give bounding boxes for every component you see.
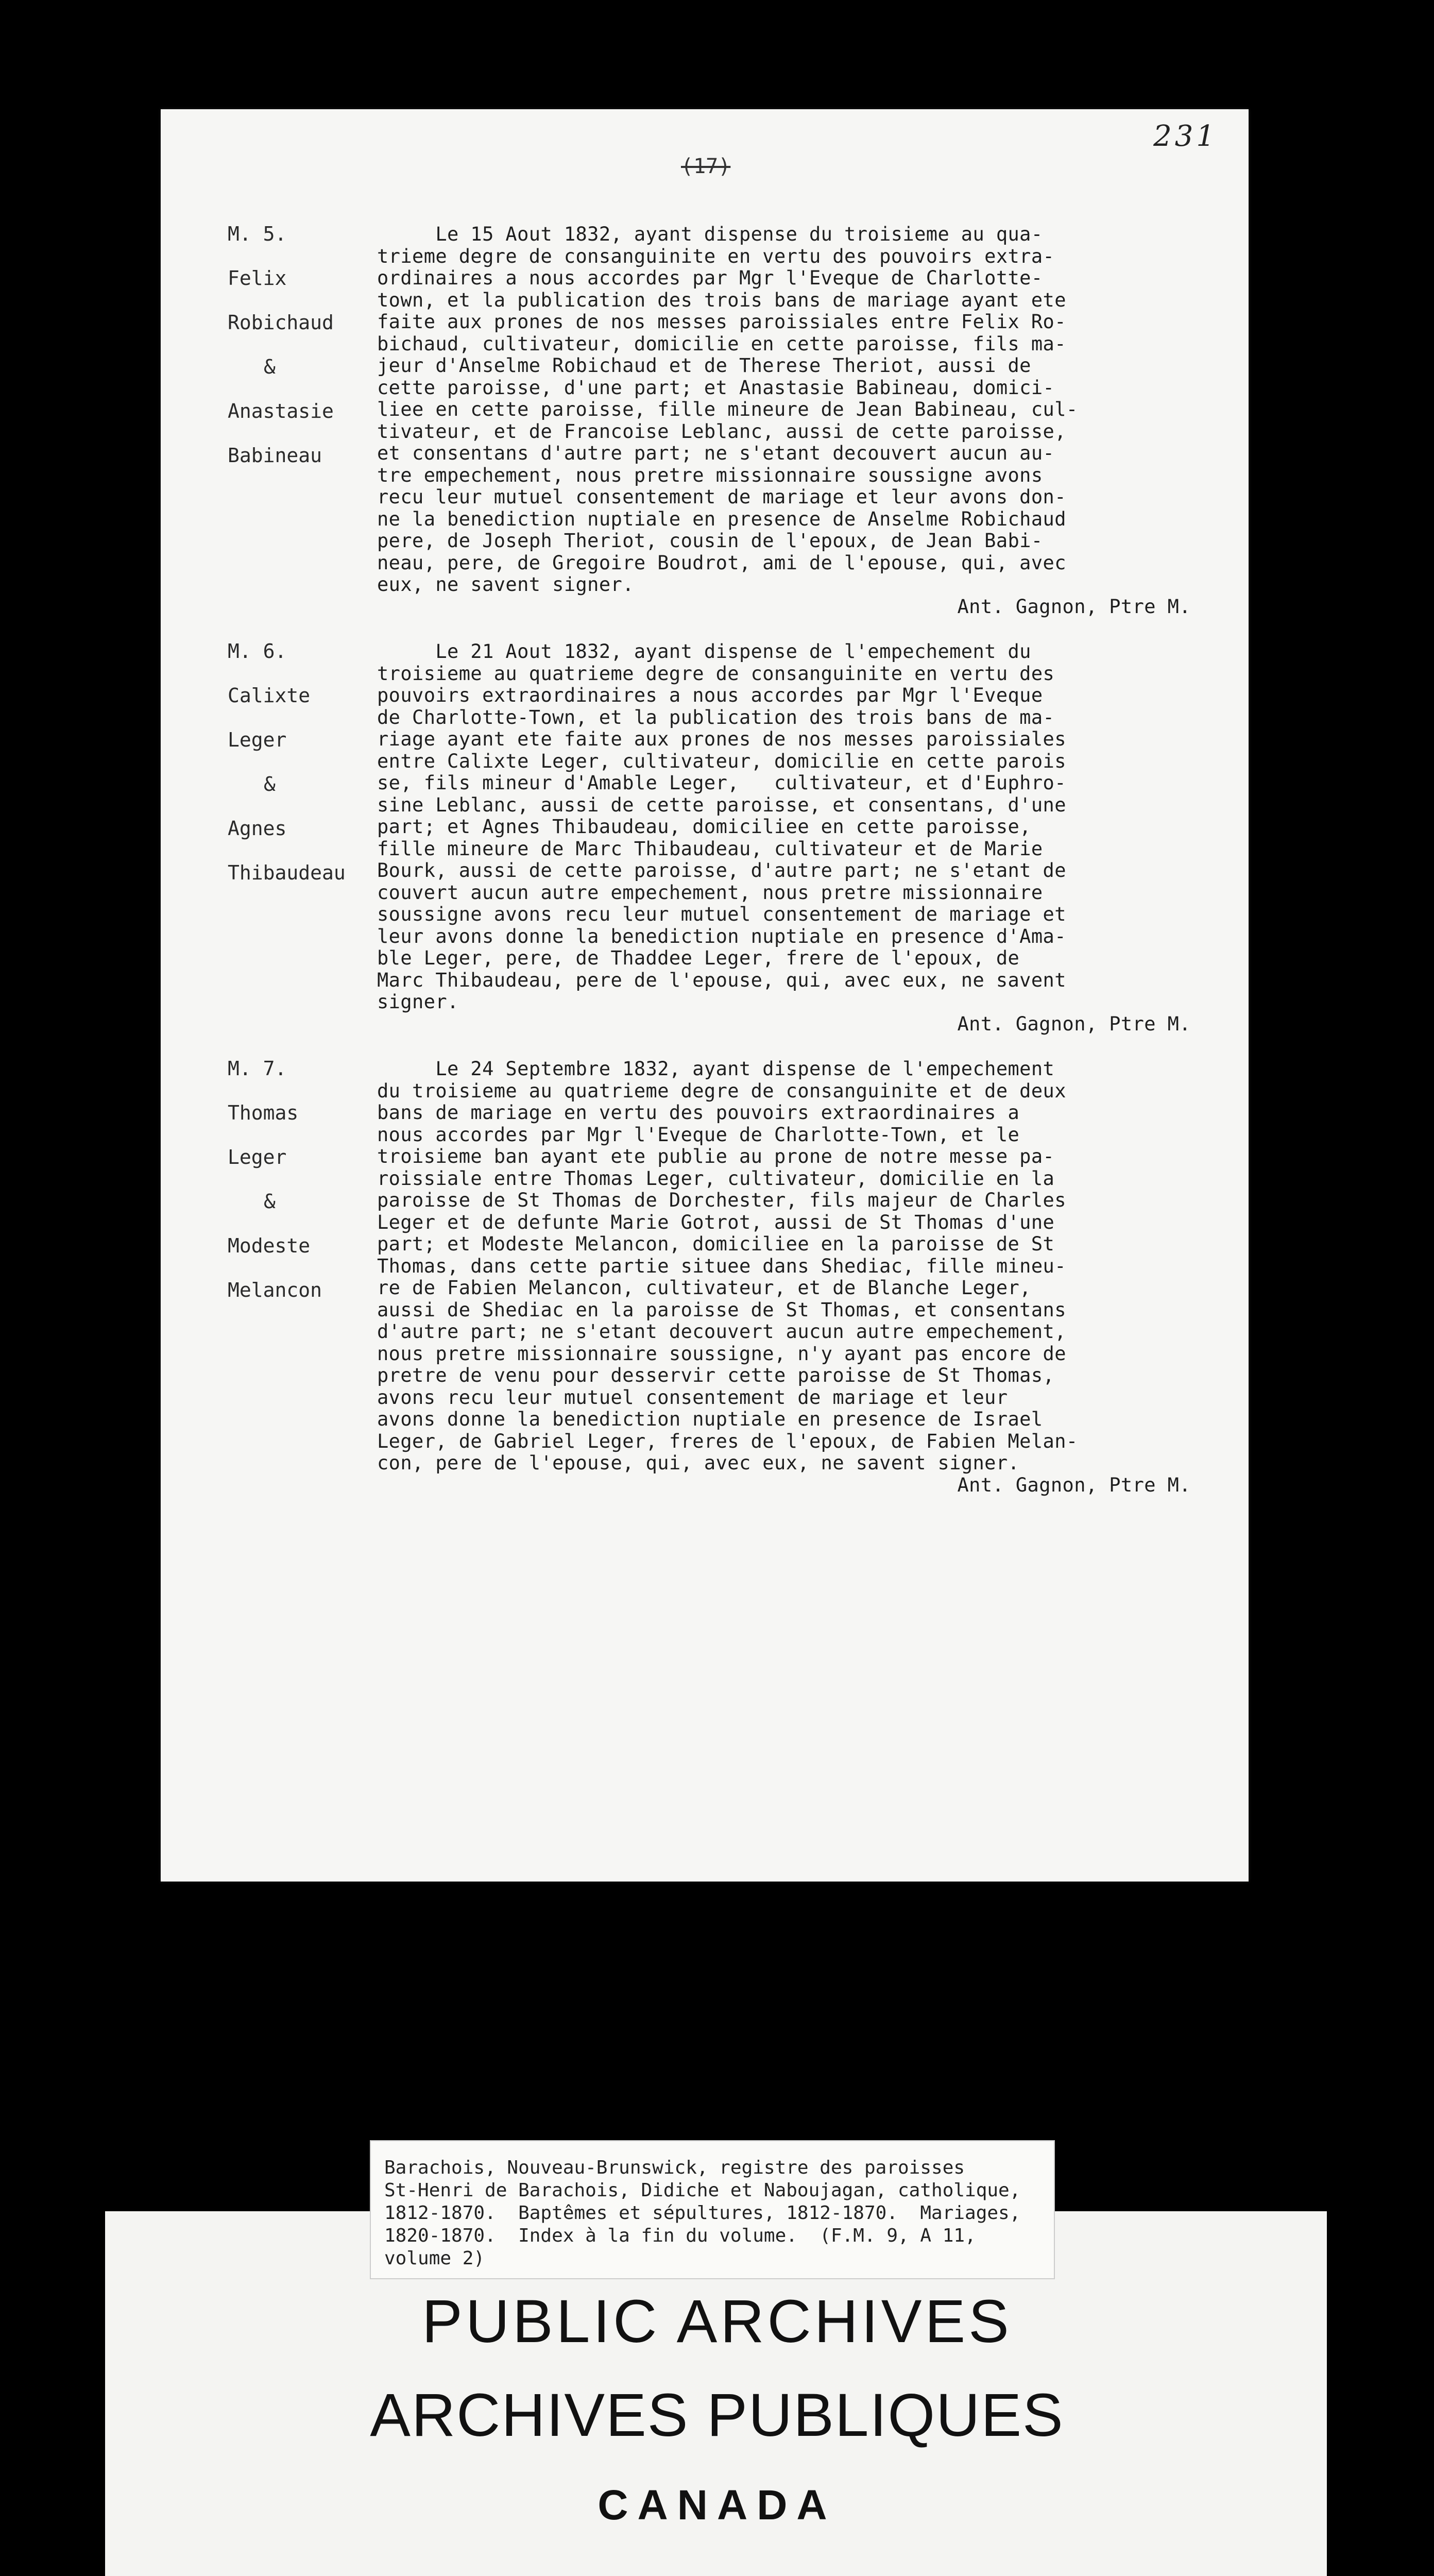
text-line: sine Leblanc, aussi de cette paroisse, et consentans, d'une [377, 793, 1066, 816]
priest-signature: Ant. Gagnon, Ptre M. [957, 595, 1191, 618]
text-line: Leger et de defunte Marie Gotrot, aussi de St Thomas d'une [377, 1211, 1055, 1233]
entry-number: M. 7. [228, 1057, 287, 1080]
text-line: d'autre part; ne s'etant decouvert aucun autre empechement, [377, 1320, 1066, 1343]
groom-first-name: Thomas [228, 1101, 299, 1124]
text-line: town, et la publication des trois bans de mariage ayant ete [377, 289, 1066, 311]
text-line: tivateur, et de Francoise Leblanc, aussi de cette paroisse, [377, 420, 1066, 443]
text-line: pouvoirs extraordinaires a nous accordes par Mgr l'Eveque [377, 684, 1043, 706]
text-line: de Charlotte-Town, et la publication des trois bans de ma- [377, 706, 1055, 728]
groom-surname: Robichaud [228, 311, 334, 334]
text-line: soussigne avons recu leur mutuel consentement de mariage et [377, 903, 1066, 925]
entry-margin [228, 1058, 382, 1324]
text-line: faite aux prones de nos messes paroissiales entre Felix Ro- [377, 311, 1066, 333]
text-line: riage ayant ete faite aux prones de nos messes paroissiales [377, 728, 1066, 750]
text-line: avons recu leur mutuel consentement de mariage et leur [377, 1386, 1008, 1409]
text-line: Le 21 Aout 1832, ayant dispense de l'empechement du [377, 640, 1031, 663]
bride-first-name: Agnes [228, 817, 287, 840]
text-line: entre Calixte Leger, cultivateur, domicilie en cette parois [377, 750, 1066, 772]
typed-page-number: (17) [681, 155, 731, 178]
entry-margin [228, 641, 382, 907]
text-line: pretre de venu pour desservir cette paroisse de St Thomas, [377, 1364, 1055, 1386]
entry-margin [228, 224, 382, 489]
text-line: con, pere de l'epouse, qui, avec eux, ne savent signer. [377, 1452, 1020, 1474]
text-line: paroisse de St Thomas de Dorchester, fils majeur de Charles [377, 1189, 1066, 1211]
entry-text [377, 1058, 1211, 1496]
entry-number: M. 5. [228, 223, 287, 245]
entry-text [377, 224, 1211, 618]
text-line: avons donne la benediction nuptiale en presence de Israel [377, 1408, 1043, 1430]
handwritten-page-number: 231 [1153, 120, 1218, 153]
text-line: se, fils mineur d'Amable Leger, cultivateur, et d'Euphro- [377, 772, 1066, 794]
priest-signature: Ant. Gagnon, Ptre M. [957, 1473, 1191, 1496]
text-line: ble Leger, pere, de Thaddee Leger, frere de l'epoux, de [377, 947, 1020, 969]
text-line: troisieme ban ayant ete publie au prone de notre messe pa- [377, 1145, 1055, 1167]
archive-caption [370, 2140, 1055, 2279]
text-line: et consentans d'autre part; ne s'etant decouvert aucun au- [377, 442, 1055, 464]
text-line: re de Fabien Melancon, cultivateur, et de Blanche Leger, [377, 1277, 1031, 1299]
caption-line: 1812-1870. Baptêmes et sépultures, 1812-1870. Mariages, [384, 2202, 1021, 2224]
text-line: Bourk, aussi de cette paroisse, d'autre part; ne s'etant de [377, 859, 1066, 882]
stamp-archives-publiques: ARCHIVES PUBLIQUES [370, 2381, 1064, 2449]
text-line: Marc Thibaudeau, pere de l'epouse, qui, avec eux, ne savent [377, 969, 1066, 991]
text-line: nous accordes par Mgr l'Eveque de Charlotte-Town, et le [377, 1123, 1020, 1146]
text-line: part; et Modeste Melancon, domiciliee en la paroisse de St [377, 1233, 1055, 1255]
text-line: pere, de Joseph Theriot, cousin de l'epoux, de Jean Babi- [377, 530, 1043, 552]
bride-surname: Thibaudeau [228, 861, 346, 884]
caption-line: St-Henri de Barachois, Didiche et Naboujagan, catholique, [384, 2180, 1021, 2201]
text-line: trieme degre de consanguinite en vertu des pouvoirs extra- [377, 245, 1055, 267]
entry-number: M. 6. [228, 640, 287, 663]
caption-line: 1820-1870. Index à la fin du volume. (F.M. 9, A 11, [384, 2225, 976, 2246]
text-line: neau, pere, de Gregoire Boudrot, ami de l'epouse, qui, avec [377, 551, 1066, 574]
text-line: nous pretre missionnaire soussigne, n'y ayant pas encore de [377, 1342, 1066, 1365]
text-line: Leger, de Gabriel Leger, freres de l'epoux, de Fabien Melan- [377, 1430, 1078, 1452]
priest-signature: Ant. Gagnon, Ptre M. [957, 1012, 1191, 1035]
text-line: Le 24 Septembre 1832, ayant dispense de l'empechement [377, 1058, 1055, 1080]
text-line: tre empechement, nous pretre missionnaire soussigne avons [377, 464, 1043, 486]
entry-text [377, 641, 1211, 1035]
text-line: ne la benediction nuptiale en presence de Anselme Robichaud [377, 507, 1066, 530]
ampersand: & [264, 773, 276, 795]
bride-first-name: Modeste [228, 1234, 311, 1257]
text-line: fille mineure de Marc Thibaudeau, cultivateur et de Marie [377, 837, 1043, 860]
caption-line: volume 2) [384, 2248, 485, 2269]
text-line: recu leur mutuel consentement de mariage et leur avons don- [377, 486, 1066, 508]
text-line: cette paroisse, d'une part; et Anastasie Babineau, domici- [377, 376, 1055, 399]
bride-surname: Melancon [228, 1279, 322, 1301]
text-line: aussi de Shediac en la paroisse de St Thomas, et consentans [377, 1298, 1066, 1321]
text-line: leur avons donne la benediction nuptiale en presence d'Ama- [377, 925, 1066, 947]
text-line: du troisieme au quatrieme degre de consanguinite et de deux [377, 1079, 1066, 1102]
text-line: signer. [377, 991, 459, 1013]
text-line: Thomas, dans cette partie situee dans Shediac, fille mineu- [377, 1255, 1066, 1277]
text-line: part; et Agnes Thibaudeau, domiciliee en cette paroisse, [377, 816, 1031, 838]
text-line: ordinaires a nous accordes par Mgr l'Eveque de Charlotte- [377, 267, 1043, 289]
text-line: bichaud, cultivateur, domicilie en cette paroisse, fils ma- [377, 332, 1066, 355]
caption-line: Barachois, Nouveau-Brunswick, registre des paroisses [384, 2157, 965, 2178]
ampersand: & [264, 1190, 276, 1213]
text-line: couvert aucun autre empechement, nous pretre missionnaire [377, 881, 1043, 904]
groom-first-name: Felix [228, 267, 287, 290]
text-line: bans de mariage en vertu des pouvoirs extraordinaires a [377, 1101, 1020, 1124]
stamp-canada: CANADA [598, 2482, 836, 2529]
bride-first-name: Anastasie [228, 400, 334, 422]
groom-first-name: Calixte [228, 684, 311, 707]
register-page [161, 109, 1249, 1882]
text-line: roissiale entre Thomas Leger, cultivateur, domicilie en la [377, 1167, 1055, 1190]
text-line: eux, ne savent signer. [377, 573, 634, 596]
text-line: troisieme au quatrieme degre de consanguinite en vertu des [377, 662, 1055, 685]
text-line: jeur d'Anselme Robichaud et de Therese Theriot, aussi de [377, 354, 1031, 377]
groom-surname: Leger [228, 1146, 287, 1168]
stamp-public-archives: PUBLIC ARCHIVES [422, 2287, 1012, 2355]
text-line: Le 15 Aout 1832, ayant dispense du troisieme au qua- [377, 223, 1043, 245]
ampersand: & [264, 355, 276, 378]
bride-surname: Babineau [228, 444, 322, 467]
text-line: liee en cette paroisse, fille mineure de Jean Babineau, cul- [377, 398, 1078, 420]
groom-surname: Leger [228, 728, 287, 751]
